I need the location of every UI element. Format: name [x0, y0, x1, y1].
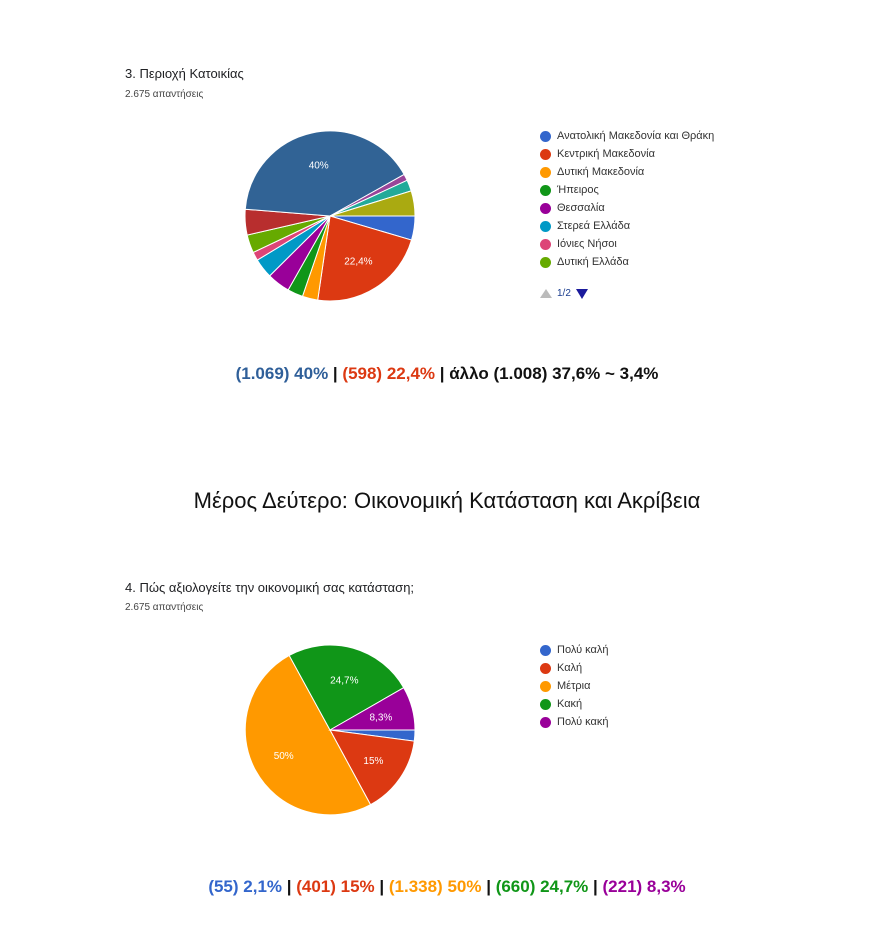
- q4-summary: [0, 877, 894, 897]
- q4-summary-part-8: (221) 8,3%: [602, 877, 686, 896]
- q3-title: 3. Περιοχή Κατοικίας: [125, 66, 244, 81]
- q3-slice-label-1: 22,4%: [344, 256, 373, 268]
- q3-legend-item-0[interactable]: [540, 127, 714, 145]
- q3-summary-part-2: (598) 22,4%: [342, 364, 436, 383]
- q4-legend-item-1[interactable]: [540, 659, 609, 677]
- legend-swatch: [540, 645, 551, 656]
- q3-legend-item-7[interactable]: [540, 253, 714, 271]
- q4-summary-part-4: (1.338) 50%: [388, 877, 482, 896]
- legend-swatch: [540, 663, 551, 674]
- q4-summary-part-3: |: [374, 877, 389, 896]
- q4-summary-part-6: (660) 24,7%: [495, 877, 589, 896]
- legend-label: Ήπειρος: [557, 184, 599, 196]
- q3-summary: [0, 364, 894, 384]
- legend-swatch: [540, 149, 551, 160]
- legend-label: Ανατολική Μακεδονία και Θράκη: [557, 130, 715, 142]
- q4-title: 4. Πώς αξιολογείτε την οικονομική σας κατάσταση;: [125, 580, 415, 595]
- legend-swatch: [540, 717, 551, 728]
- legend-label: Δυτική Μακεδονία: [557, 166, 645, 178]
- q4-legend-item-4[interactable]: [540, 713, 609, 731]
- legend-label: Πολύ κακή: [557, 716, 609, 728]
- legend-label: Πολύ καλή: [557, 644, 609, 656]
- q4-legend-item-0[interactable]: [540, 641, 609, 659]
- q4-legend-item-2[interactable]: [540, 677, 609, 695]
- q3-response-count: 2.675 απαντήσεις: [125, 89, 204, 100]
- q3-legend-item-3[interactable]: [540, 181, 714, 199]
- pager-label: 1/2: [557, 288, 571, 299]
- q3-legend-item-1[interactable]: [540, 145, 714, 163]
- q4-summary-part-2: (401) 15%: [296, 877, 375, 896]
- legend-swatch: [540, 167, 551, 178]
- pager-down-icon[interactable]: [576, 289, 588, 299]
- pager-up-icon[interactable]: [540, 289, 552, 298]
- legend-label: Μέτρια: [557, 680, 591, 692]
- section-heading: Μέρος Δεύτερο: Οικονομική Κατάσταση και Ακρίβεια: [193, 488, 701, 513]
- q4-slice-label-2: 50%: [273, 751, 294, 763]
- q4-pie-chart: [240, 640, 420, 820]
- legend-label: Ιόνιες Νήσοι: [557, 238, 617, 250]
- legend-swatch: [540, 221, 551, 232]
- legend-swatch: [540, 203, 551, 214]
- q3-legend-item-2[interactable]: [540, 163, 714, 181]
- legend-label: Κεντρική Μακεδονία: [557, 148, 655, 160]
- q3-legend-pager: [540, 288, 588, 299]
- q3-summary-part-3: |: [435, 364, 450, 383]
- q4-summary-part-7: |: [588, 877, 603, 896]
- legend-label: Κακή: [557, 698, 583, 710]
- q3-summary-part-4: άλλο (1.008) 37,6% ~ 3,4%: [449, 364, 659, 383]
- q3-slice-label-9: 40%: [308, 160, 329, 172]
- q4-legend: [540, 641, 609, 731]
- legend-label: Καλή: [557, 662, 583, 674]
- q4-slice-label-4: 8,3%: [369, 712, 393, 724]
- q4-summary-part-0: (55) 2,1%: [208, 877, 283, 896]
- legend-label: Στερεά Ελλάδα: [557, 220, 631, 232]
- q4-legend-item-3[interactable]: [540, 695, 609, 713]
- legend-swatch: [540, 257, 551, 268]
- q3-legend: [540, 127, 714, 271]
- legend-swatch: [540, 131, 551, 142]
- q3-legend-item-5[interactable]: [540, 217, 714, 235]
- q4-slice-label-1: 15%: [363, 755, 384, 767]
- legend-swatch: [540, 239, 551, 250]
- q3-legend-item-4[interactable]: [540, 199, 714, 217]
- legend-swatch: [540, 699, 551, 710]
- legend-swatch: [540, 681, 551, 692]
- q4-response-count: 2.675 απαντήσεις: [125, 602, 204, 613]
- q3-summary-part-1: |: [328, 364, 343, 383]
- q4-slice-label-3: 24,7%: [330, 675, 359, 687]
- q3-summary-part-0: (1.069) 40%: [235, 364, 329, 383]
- legend-swatch: [540, 185, 551, 196]
- q3-legend-item-6[interactable]: [540, 235, 714, 253]
- legend-label: Θεσσαλία: [557, 202, 605, 214]
- q4-summary-part-1: |: [282, 877, 297, 896]
- legend-label: Δυτική Ελλάδα: [557, 256, 629, 268]
- q3-pie-chart: [240, 126, 420, 306]
- q4-summary-part-5: |: [481, 877, 496, 896]
